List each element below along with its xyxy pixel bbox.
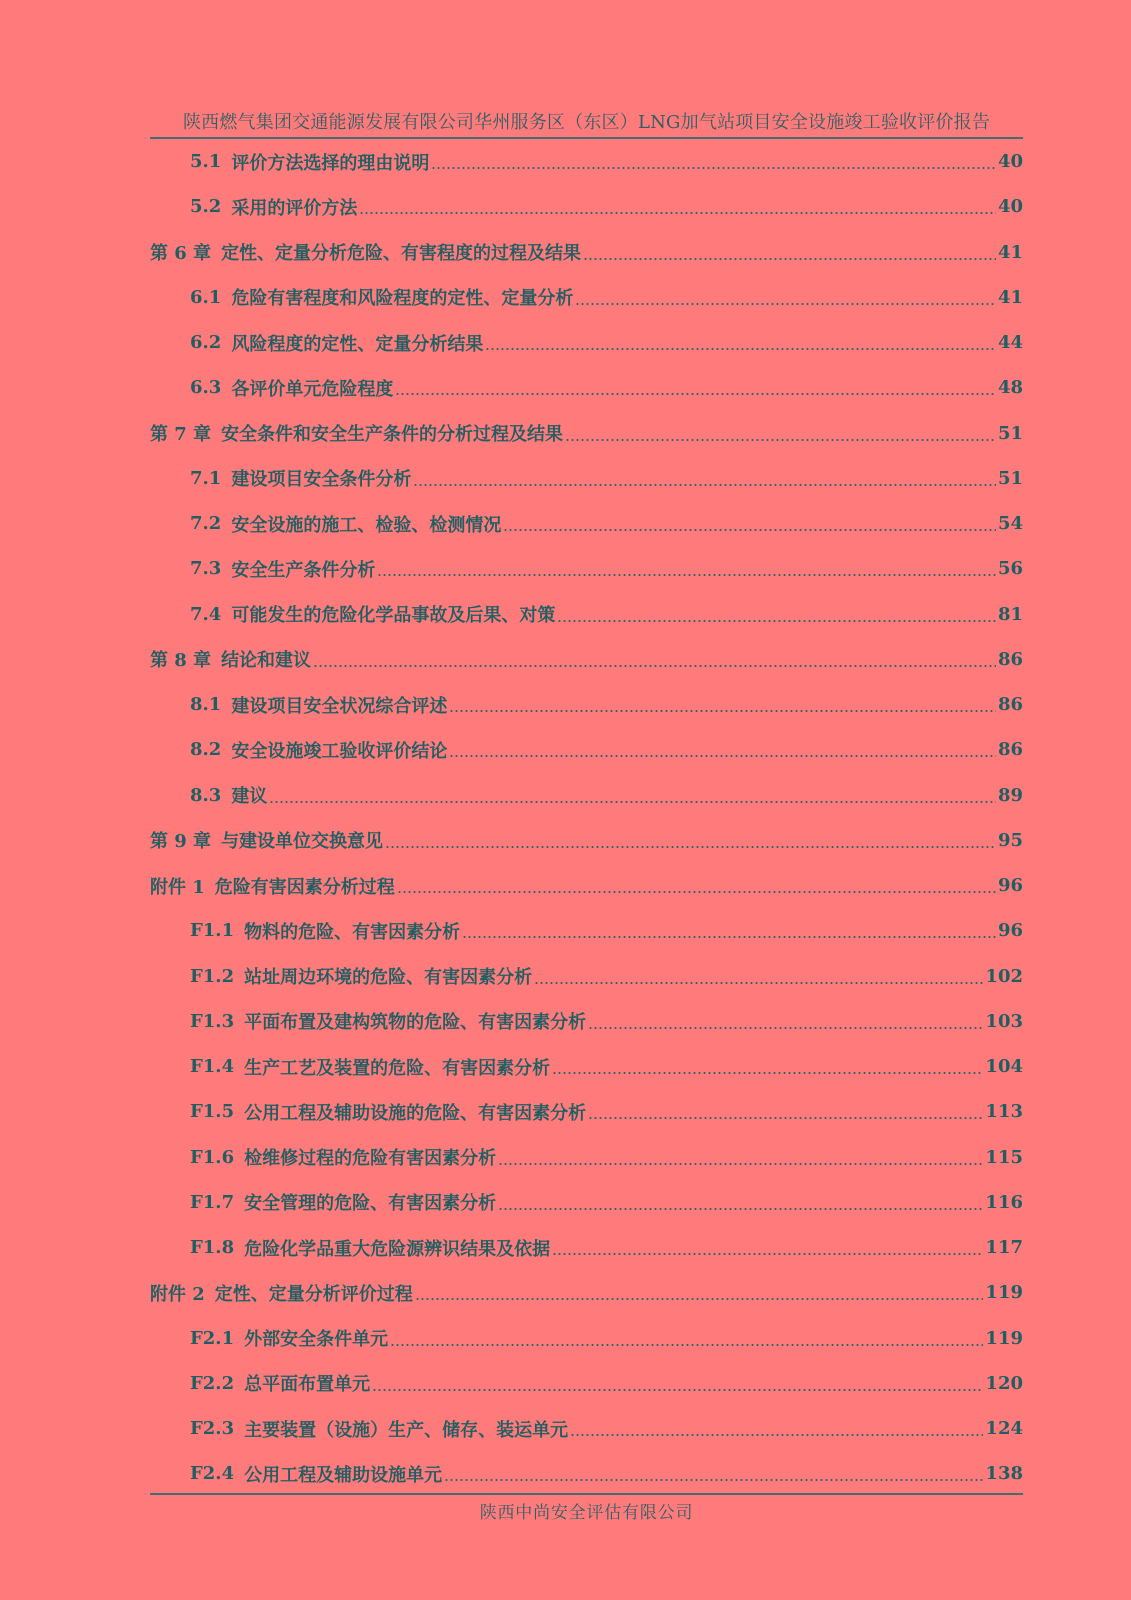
- toc-dot-leader: [462, 936, 996, 938]
- toc-dot-leader: [390, 1344, 983, 1346]
- toc-chapter-entry[interactable]: [150, 1270, 1023, 1315]
- toc-entry-number: 第 6 章: [150, 243, 212, 265]
- toc-dot-leader: [372, 1389, 983, 1391]
- toc-chapter-entry[interactable]: [150, 637, 1023, 682]
- toc-dot-leader: [583, 258, 996, 260]
- toc-entry-number: F1.3: [190, 1010, 235, 1032]
- toc-section-entry[interactable]: [150, 1316, 1023, 1361]
- toc-entry-number: 7.4: [190, 603, 222, 625]
- toc-entry-title: 主要装置（设施）生产、储存、装运单元: [244, 1419, 569, 1441]
- toc-entry-title: 定性、定量分析危险、有害程度的过程及结果: [221, 243, 582, 265]
- toc-entry-page-number: 44: [997, 332, 1023, 354]
- toc-entry-title: 平面布置及建构筑物的危险、有害因素分析: [244, 1012, 587, 1034]
- toc-section-entry[interactable]: [150, 908, 1023, 953]
- toc-entry-title: 建议: [231, 786, 268, 808]
- toc-entry-page-number: 116: [985, 1191, 1023, 1213]
- toc-section-entry[interactable]: [150, 1451, 1023, 1496]
- toc-entry-title: 建设项目安全条件分析: [231, 469, 412, 491]
- toc-entry-title: 检维修过程的危险有害因素分析: [244, 1148, 497, 1170]
- page-header: 陕西燃气集团交通能源发展有限公司华州服务区（东区）LNG加气站项目安全设施竣工验收评价报告: [182, 112, 991, 133]
- toc-entry-number: F1.6: [190, 1146, 235, 1168]
- toc-entry-title: 危险有害因素分析过程: [214, 876, 395, 898]
- toc-entry-page-number: 40: [997, 151, 1023, 173]
- toc-entry-page-number: 113: [985, 1101, 1023, 1123]
- toc-entry-title: 定性、定量分析评价过程: [214, 1283, 413, 1305]
- toc-section-entry[interactable]: [150, 365, 1023, 410]
- toc-entry-number: 附件 1: [150, 876, 205, 898]
- toc-section-entry[interactable]: [150, 1089, 1023, 1134]
- toc-entry-page-number: 124: [985, 1418, 1023, 1440]
- toc-entry-number: F2.3: [190, 1418, 235, 1440]
- toc-entry-number: F1.7: [190, 1191, 235, 1213]
- toc-section-entry[interactable]: [150, 682, 1023, 727]
- toc-dot-leader: [570, 1434, 983, 1436]
- toc-entry-page-number: 86: [997, 739, 1023, 761]
- toc-chapter-entry[interactable]: [150, 411, 1023, 456]
- toc-entry-number: 6.3: [190, 377, 222, 399]
- toc-dot-leader: [313, 665, 996, 667]
- toc-dot-leader: [575, 303, 996, 305]
- toc-entry-title: 物料的危险、有害因素分析: [244, 921, 461, 943]
- toc-entry-page-number: 41: [997, 286, 1023, 308]
- toc-entry-title: 风险程度的定性、定量分析结果: [231, 333, 484, 355]
- toc-entry-number: F1.4: [190, 1056, 235, 1078]
- toc-entry-title: 可能发生的危险化学品事故及后果、对策: [231, 605, 556, 627]
- toc-section-entry[interactable]: [150, 773, 1023, 818]
- toc-dot-leader: [449, 755, 996, 757]
- toc-entry-title: 结论和建议: [221, 650, 312, 672]
- toc-entry-title: 总平面布置单元: [244, 1374, 371, 1396]
- toc-entry-page-number: 81: [997, 603, 1023, 625]
- toc-section-entry[interactable]: [150, 184, 1023, 229]
- toc-dot-leader: [552, 1253, 983, 1255]
- toc-entry-page-number: 120: [985, 1372, 1023, 1394]
- toc-section-entry[interactable]: [150, 1135, 1023, 1180]
- toc-section-entry[interactable]: [150, 1361, 1023, 1406]
- toc-entry-title: 评价方法选择的理由说明: [231, 152, 430, 174]
- toc-entry-number: 第 9 章: [150, 831, 212, 853]
- toc-section-entry[interactable]: [150, 999, 1023, 1044]
- toc-entry-number: 5.2: [190, 196, 222, 218]
- toc-entry-number: 附件 2: [150, 1283, 205, 1305]
- toc-entry-number: F1.8: [190, 1237, 235, 1259]
- table-of-contents: [150, 139, 1023, 1497]
- toc-entry-title: 外部安全条件单元: [244, 1329, 389, 1351]
- toc-dot-leader: [397, 891, 996, 893]
- toc-dot-leader: [415, 1298, 984, 1300]
- toc-entry-number: 第 8 章: [150, 650, 212, 672]
- toc-entry-number: 7.3: [190, 558, 222, 580]
- toc-dot-leader: [557, 620, 996, 622]
- toc-entry-number: 7.1: [190, 467, 222, 489]
- toc-entry-page-number: 56: [997, 558, 1023, 580]
- toc-entry-page-number: 86: [997, 694, 1023, 716]
- toc-section-entry[interactable]: [150, 275, 1023, 320]
- toc-entry-number: 8.1: [190, 694, 222, 716]
- toc-chapter-entry[interactable]: [150, 230, 1023, 275]
- toc-dot-leader: [395, 393, 996, 395]
- toc-entry-title: 建设项目安全状况综合评述: [231, 695, 448, 717]
- toc-section-entry[interactable]: [150, 546, 1023, 591]
- toc-entry-page-number: 102: [985, 965, 1023, 987]
- toc-entry-number: F2.4: [190, 1463, 235, 1485]
- toc-entry-title: 生产工艺及装置的危险、有害因素分析: [244, 1057, 551, 1079]
- toc-entry-page-number: 86: [997, 648, 1023, 670]
- toc-dot-leader: [385, 846, 996, 848]
- toc-dot-leader: [449, 710, 996, 712]
- toc-entry-number: 5.1: [190, 151, 222, 173]
- toc-section-entry[interactable]: [150, 1180, 1023, 1225]
- toc-dot-leader: [431, 167, 996, 169]
- toc-section-entry[interactable]: [150, 139, 1023, 184]
- toc-entry-title: 安全生产条件分析: [231, 559, 376, 581]
- toc-entry-number: F1.5: [190, 1101, 235, 1123]
- toc-entry-title: 采用的评价方法: [231, 197, 358, 219]
- toc-section-entry[interactable]: [150, 456, 1023, 501]
- toc-entry-page-number: 48: [997, 377, 1023, 399]
- toc-entry-number: 6.1: [190, 286, 222, 308]
- toc-entry-page-number: 96: [997, 875, 1023, 897]
- toc-entry-page-number: 115: [985, 1146, 1023, 1168]
- toc-dot-leader: [588, 1117, 983, 1119]
- toc-entry-number: F1.2: [190, 965, 235, 987]
- toc-dot-leader: [534, 982, 983, 984]
- toc-entry-number: F1.1: [190, 920, 235, 942]
- toc-entry-page-number: 40: [997, 196, 1023, 218]
- toc-entry-number: 7.2: [190, 513, 222, 535]
- page-footer: 陕西中尚安全评估有限公司: [479, 1503, 694, 1523]
- toc-dot-leader: [444, 1479, 983, 1481]
- toc-entry-number: F2.1: [190, 1327, 235, 1349]
- toc-dot-leader: [503, 529, 996, 531]
- toc-entry-page-number: 119: [985, 1282, 1023, 1304]
- toc-entry-title: 危险有害程度和风险程度的定性、定量分析: [231, 288, 574, 310]
- toc-chapter-entry[interactable]: [150, 863, 1023, 908]
- toc-entry-page-number: 104: [985, 1056, 1023, 1078]
- toc-entry-title: 公用工程及辅助设施的危险、有害因素分析: [244, 1102, 587, 1124]
- toc-entry-title: 安全设施的施工、检验、检测情况: [231, 514, 502, 536]
- toc-entry-title: 站址周边环境的危险、有害因素分析: [244, 967, 533, 989]
- toc-section-entry[interactable]: [150, 954, 1023, 999]
- toc-section-entry[interactable]: [150, 1225, 1023, 1270]
- toc-entry-page-number: 41: [997, 241, 1023, 263]
- toc-entry-page-number: 96: [997, 920, 1023, 942]
- toc-entry-page-number: 89: [997, 784, 1023, 806]
- toc-dot-leader: [498, 1163, 983, 1165]
- toc-entry-title: 安全设施竣工验收评价结论: [231, 740, 448, 762]
- toc-entry-page-number: 103: [985, 1010, 1023, 1032]
- toc-dot-leader: [377, 574, 996, 576]
- toc-section-entry[interactable]: [150, 1044, 1023, 1089]
- toc-entry-title: 公用工程及辅助设施单元: [244, 1464, 443, 1486]
- toc-dot-leader: [498, 1208, 983, 1210]
- toc-chapter-entry[interactable]: [150, 818, 1023, 863]
- toc-dot-leader: [552, 1072, 983, 1074]
- toc-entry-page-number: 51: [997, 467, 1023, 489]
- footer-rule: [150, 1493, 1023, 1495]
- toc-section-entry[interactable]: [150, 320, 1023, 365]
- toc-entry-number: F2.2: [190, 1372, 235, 1394]
- toc-section-entry[interactable]: [150, 1406, 1023, 1451]
- toc-entry-title: 安全管理的危险、有害因素分析: [244, 1193, 497, 1215]
- toc-entry-page-number: 138: [985, 1463, 1023, 1485]
- toc-dot-leader: [588, 1027, 983, 1029]
- toc-entry-number: 第 7 章: [150, 424, 212, 446]
- toc-entry-page-number: 51: [997, 422, 1023, 444]
- toc-section-entry[interactable]: [150, 727, 1023, 772]
- toc-entry-page-number: 117: [985, 1237, 1023, 1259]
- toc-section-entry[interactable]: [150, 592, 1023, 637]
- toc-dot-leader: [269, 801, 996, 803]
- toc-dot-leader: [359, 212, 996, 214]
- toc-entry-page-number: 54: [997, 513, 1023, 535]
- toc-section-entry[interactable]: [150, 501, 1023, 546]
- toc-entry-number: 6.2: [190, 332, 222, 354]
- toc-entry-title: 各评价单元危险程度: [231, 378, 394, 400]
- toc-entry-page-number: 119: [985, 1327, 1023, 1349]
- toc-entry-number: 8.2: [190, 739, 222, 761]
- toc-dot-leader: [413, 484, 996, 486]
- toc-entry-title: 与建设单位交换意见: [221, 831, 384, 853]
- toc-entry-title: 安全条件和安全生产条件的分析过程及结果: [221, 424, 564, 446]
- toc-entry-number: 8.3: [190, 784, 222, 806]
- toc-dot-leader: [565, 439, 996, 441]
- toc-dot-leader: [485, 348, 996, 350]
- toc-entry-title: 危险化学品重大危险源辨识结果及依据: [244, 1238, 551, 1260]
- toc-entry-page-number: 95: [997, 829, 1023, 851]
